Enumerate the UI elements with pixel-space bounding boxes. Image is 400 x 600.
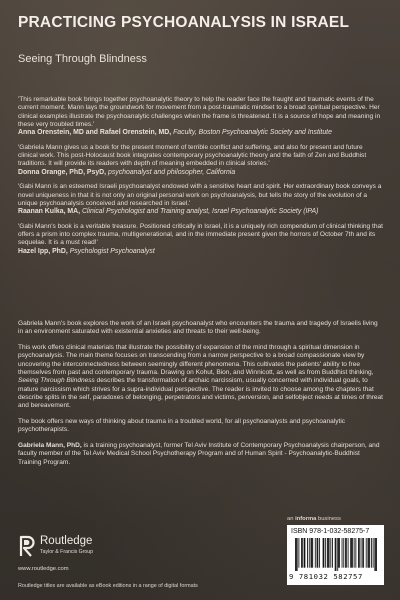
- informa-suffix: business: [317, 516, 341, 522]
- barcode-bar: [317, 538, 318, 568]
- barcode-digits: 9 781032 582757: [289, 572, 363, 581]
- endorser-name: Hazel Ipp, PhD,: [18, 247, 68, 255]
- barcode-bar: [345, 538, 346, 568]
- barcode-bar: [296, 538, 297, 571]
- barcode-bar: [376, 538, 377, 571]
- book-subtitle: Seeing Through Blindness: [18, 53, 147, 65]
- barcode-bar: [295, 538, 296, 571]
- barcode-bar: [335, 538, 336, 571]
- endorser-name: Donna Orange, PhD, PsyD,: [18, 168, 107, 176]
- barcode-bar: [336, 538, 337, 571]
- barcode-bar: [298, 538, 299, 568]
- book-title-italic: Seeing Through Blindness: [18, 377, 95, 385]
- barcode-bar: [350, 538, 351, 568]
- barcode-bar: [366, 538, 367, 568]
- isbn-barcode: [287, 525, 384, 585]
- barcode-bar: [375, 538, 376, 571]
- barcode-bar: [351, 538, 352, 568]
- endorser-role: Psychologist Psychoanalyst: [69, 247, 155, 255]
- barcode-bar: [342, 538, 343, 568]
- book-title: PRACTICING PSYCHOANALYSIS IN ISRAEL: [18, 14, 350, 31]
- barcode-bar: [348, 538, 349, 568]
- endorsement-quote: 'Gabriela Mann gives us a book for the present moment of terrible conflict and suffering, and also for present and future clinical work. This post-Holocaust book integrates contemporary psychoanalytic theory and the faith of Zen and Buddhist traditions. It will provide its readers with depth of meaning embedded in clinical stories.': [18, 143, 367, 168]
- isbn-label: ISBN 978-1-032-58275-7: [291, 528, 370, 535]
- barcode-bar: [323, 538, 324, 568]
- informa-prefix: an: [287, 516, 294, 522]
- barcode-bar: [323, 538, 324, 568]
- barcode-bars: [295, 538, 377, 571]
- routledge-logo: [18, 533, 128, 579]
- barcode-bar: [315, 538, 316, 568]
- barcode-bar: [368, 538, 369, 568]
- barcode-bar: [371, 538, 372, 568]
- barcode-bar: [309, 538, 310, 568]
- barcode-bar: [319, 538, 320, 568]
- barcode-bar: [325, 538, 326, 568]
- barcode-bar: [329, 538, 330, 568]
- endorsement-quote: 'Gabi Mann is an esteemed Israeli psychoanalyst endowed with a sensitive heart and spirit. Her extraordinary book conveys a novel uniqueness in that it is not only an original personal work on psychoanalysis, but tells the story of the evolution of a unique psychoanalysis conceived and researched in Israel.': [18, 183, 382, 207]
- barcode-bar: [304, 538, 305, 568]
- informa-name: informa: [295, 516, 317, 522]
- endorser-role: psychoanalyst and philosopher, California: [108, 168, 236, 176]
- barcode-bar: [307, 538, 308, 568]
- barcode-bar: [361, 538, 362, 568]
- endorsement-attribution: [18, 208, 384, 217]
- barcode-bar: [374, 538, 375, 571]
- barcode-bar: [363, 538, 364, 568]
- barcode-bar: [337, 538, 338, 571]
- endorser-name: Raanan Kulka, MA,: [18, 208, 81, 216]
- barcode-bar: [311, 538, 312, 568]
- barcode-bar: [373, 538, 374, 568]
- endorsement-attribution: [18, 169, 384, 178]
- author-bio-text: is a training psychoanalyst, former Tel Aviv Institute of Contemporary Psychoanalysis chairperson, and faculty member of the Tel Aviv Medical School Psychotherapy Program and of Human Spirit - Psychoanalytic-Buddhist Training Program.: [18, 442, 380, 466]
- book-description: [18, 320, 384, 474]
- description-text: This work offers clinical materials that illustrate the possibility of expansion of the mind through a spiritual dimension in psychoanalysis. The main theme focuses on transcending from a narrow perspective to a broad compassionate view by uncovering the interconnectedness between seemingly different phenomena. This cultivates the patients' ability to free themselves from past and contemporary trauma. Drawing on Kohut, Bion, and Winnicott, as well as from Buddhist thinking,: [18, 344, 374, 376]
- barcode-bar: [352, 538, 353, 568]
- barcode-bar: [362, 538, 363, 568]
- barcode-bar: [304, 538, 305, 568]
- publisher-url: www.routledge.com: [18, 566, 69, 572]
- barcode-bar: [317, 538, 318, 568]
- ebook-note: Routledge titles are available as eBook editions in a range of digital formats: [18, 583, 198, 589]
- author-bio: [18, 442, 384, 467]
- description-paragraph: The book offers new ways of thinking about trauma in a troubled world, for all psychoanalysts and psychoanalytic psychotherapists.: [18, 417, 346, 434]
- endorsement-quote: 'Gabi Mann's book is a veritable treasure. Positioned critically in Israel, it is a uniquely rich compendium of clinical thinking that offers a prism into complex trauma, multigenerational, and in the immediate present given the horrors of October 7th and its sequelae. It is a must read!': [18, 222, 383, 247]
- barcode-bar: [332, 538, 333, 568]
- endorser-role: Clinical Psychologist and Training analyst, Israel Psychoanalytic Society (IPA): [81, 208, 319, 216]
- barcode-bar: [301, 538, 302, 568]
- publisher-group: Taylor & Francis Group: [40, 549, 94, 555]
- barcode-bar: [355, 538, 356, 568]
- endorsement: [18, 96, 384, 138]
- publisher-name: Routledge: [40, 535, 93, 547]
- description-text: describes the transformation of archaic narcissism, usually concerned with individual goals, to mature narcissism which strives for a supra-individual perspective. The reader is invited to choose among the chapters that describe splits in the self, paradoxes of belonging, perpetrators and victims, perversion, and selfobject needs at times of threat and bereavement.: [18, 377, 384, 410]
- endorsements: [18, 96, 384, 262]
- endorser-role: Faculty, Boston Psychoanalytic Society and Institute: [173, 129, 332, 137]
- barcode-bar: [358, 538, 359, 568]
- description-paragraph: Gabriela Mann's book explores the work of an Israeli psychoanalyst who encounters the trauma and tragedy of Israelis living in an environment saturated with existential anxieties and threats to their well-being.: [18, 320, 378, 336]
- barcode-bar: [312, 538, 313, 568]
- barcode-bar: [302, 538, 303, 568]
- author-name: Gabriela Mann, PhD,: [18, 442, 82, 450]
- barcode-bar: [354, 538, 355, 568]
- endorsement-attribution: [18, 248, 384, 257]
- endorser-name: Anna Orenstein, MD and Rafael Orenstein, MD,: [18, 129, 172, 137]
- barcode-bar: [346, 538, 347, 568]
- barcode-bar: [311, 538, 312, 568]
- barcode-bar: [297, 538, 298, 571]
- barcode-bar: [369, 538, 370, 568]
- barcode-bar: [328, 538, 329, 568]
- barcode-bar: [338, 538, 339, 568]
- barcode-bar: [368, 538, 369, 568]
- barcode-bar: [343, 538, 344, 568]
- informa-tagline: [287, 516, 341, 522]
- barcode-bar: [330, 538, 331, 568]
- endorsement-attribution: [18, 129, 384, 138]
- endorsement: [18, 223, 384, 256]
- barcode-bar: [359, 538, 360, 568]
- endorsement: [18, 144, 384, 177]
- description-paragraph: [18, 344, 384, 410]
- routledge-r-icon: [18, 534, 36, 558]
- endorsement: [18, 183, 384, 216]
- barcode-bar: [339, 538, 340, 568]
- endorsement-quote: 'This remarkable book brings together psychoanalytic theory to help the reader face the fraught and traumatic events of the current moment. Mann lays the groundwork for movement from a post-traumatic mindset to a broad spiritual perspective. Her clinical examples illustrate the psychoanalytic challenges when the frame is threatened. It is a source of hope and meaning in these very troubled times.': [18, 96, 381, 128]
- barcode-bar: [327, 538, 328, 568]
